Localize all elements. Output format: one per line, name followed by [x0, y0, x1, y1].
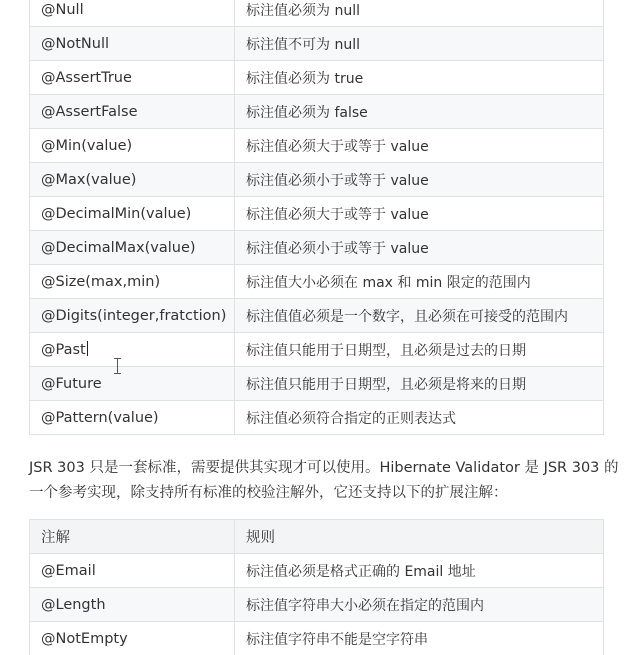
table-header-row: [30, 520, 604, 554]
annotation-cell: @DecimalMax(value): [30, 231, 235, 265]
annotation-cell: @NotEmpty: [30, 622, 235, 655]
annotation-cell: @DecimalMin(value): [30, 197, 235, 231]
description-paragraph: JSR 303 只是一套标准，需要提供其实现才可以使用。Hibernate Validator 是 JSR 303 的一个参考实现，除支持所有标准的校验注解外，它还支持以下的扩展注解：: [29, 460, 619, 501]
rule-cell: 标注值必须为 null: [235, 0, 604, 27]
rule-cell: 标注值必须大于或等于 value: [235, 197, 604, 231]
column-header-rule: 规则: [235, 520, 604, 554]
table-row: [30, 333, 604, 367]
annotation-cell: @Min(value): [30, 129, 235, 163]
table-row: [30, 163, 604, 197]
table-row: [30, 622, 604, 655]
rule-cell: 标注值大小必须在 max 和 min 限定的范围内: [235, 265, 604, 299]
table-row: [30, 265, 604, 299]
annotation-cell: @Pattern(value): [30, 401, 235, 435]
table-row: [30, 61, 604, 95]
table-row: [30, 588, 604, 622]
rule-cell: 标注值必须符合指定的正则表达式: [235, 401, 604, 435]
table-row: [30, 554, 604, 588]
rule-cell: 标注值字符串不能是空字符串: [235, 622, 604, 655]
table-row: [30, 401, 604, 435]
annotation-cell: @AssertTrue: [30, 61, 235, 95]
text-caret: [87, 341, 88, 356]
annotation-cell: @AssertFalse: [30, 95, 235, 129]
annotation-cell: @Max(value): [30, 163, 235, 197]
table-row: [30, 197, 604, 231]
annotation-cell: @NotNull: [30, 27, 235, 61]
rule-cell: 标注值只能用于日期型，且必须是将来的日期: [235, 367, 604, 401]
table-row: [30, 27, 604, 61]
rule-cell: 标注值只能用于日期型，且必须是过去的日期: [235, 333, 604, 367]
annotation-cell: @Length: [30, 588, 235, 622]
table-row: [30, 299, 604, 333]
extension-annotations-table: [29, 519, 604, 655]
table-row: [30, 95, 604, 129]
column-header-annotation: 注解: [30, 520, 235, 554]
rule-cell: 标注值必须小于或等于 value: [235, 163, 604, 197]
rule-cell: 标注值必须是格式正确的 Email 地址: [235, 554, 604, 588]
annotation-cell: @Digits(integer,fratction): [30, 299, 235, 333]
rule-cell: 标注值必须小于或等于 value: [235, 231, 604, 265]
annotation-cell: @Null: [30, 0, 235, 27]
rule-cell: 标注值必须为 true: [235, 61, 604, 95]
table-row: [30, 0, 604, 27]
table-row: [30, 129, 604, 163]
rule-cell: 标注值必须为 false: [235, 95, 604, 129]
table-row: [30, 231, 604, 265]
annotation-cell: [30, 333, 235, 367]
table-row: [30, 367, 604, 401]
annotation-cell: @Future: [30, 367, 235, 401]
constraint-annotations-table: [29, 0, 604, 435]
rule-cell: 标注值必须大于或等于 value: [235, 129, 604, 163]
annotation-cell: @Email: [30, 554, 235, 588]
annotation-text: @Past: [41, 342, 86, 358]
rule-cell: 标注值不可为 null: [235, 27, 604, 61]
annotation-cell: @Size(max,min): [30, 265, 235, 299]
rule-cell: 标注值值必须是一个数字，且必须在可接受的范围内: [235, 299, 604, 333]
rule-cell: 标注值字符串大小必须在指定的范围内: [235, 588, 604, 622]
